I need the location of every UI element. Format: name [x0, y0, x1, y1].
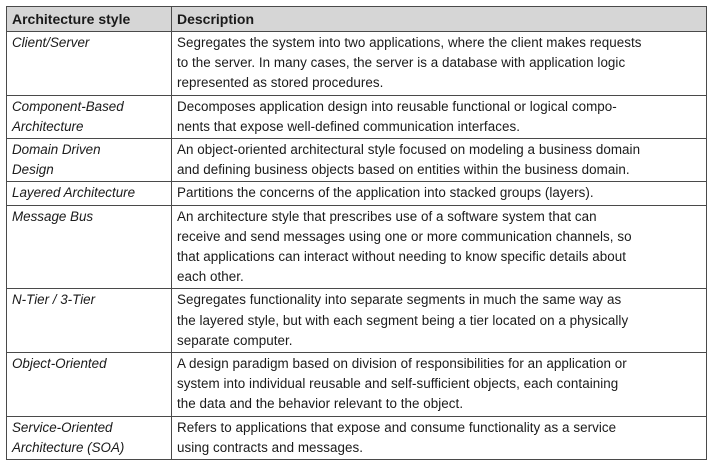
table-row	[7, 182, 707, 205]
description-cell	[172, 95, 707, 138]
architecture-style-name: N-Tier / 3-Tier	[12, 292, 96, 308]
architecture-style-name: Message Bus	[12, 208, 94, 224]
architecture-style-name: Client/Server	[12, 35, 90, 50]
description-text: to the server. In many cases, the server is a database with application logic	[177, 55, 626, 71]
description-cell	[172, 289, 707, 353]
architecture-style-cell	[7, 289, 172, 353]
description-text: represented as stored procedures.	[177, 75, 384, 91]
description-text: that applications can interact without needing to know specific details about	[177, 249, 626, 265]
description-text: nents that expose well-defined communication interfaces.	[177, 118, 520, 134]
description-cell	[172, 139, 707, 182]
description-text: separate computer.	[177, 332, 293, 348]
table-row	[7, 32, 707, 96]
architecture-style-cell	[7, 139, 172, 182]
table-header-row	[7, 7, 707, 32]
description-text: Decomposes application design into reusable functional or logical compo-	[177, 98, 617, 114]
description-cell	[172, 416, 707, 459]
architecture-style-cell	[7, 353, 172, 417]
header-architecture-style: Architecture style	[7, 7, 172, 32]
description-cell	[172, 205, 707, 289]
table-row	[7, 353, 707, 417]
description-text: Segregates functionality into separate segments in much the same way as	[177, 292, 622, 308]
architecture-style-name: Design	[12, 162, 54, 178]
architecture-style-cell	[7, 416, 172, 459]
table-row	[7, 289, 707, 353]
description-text: An architecture style that prescribes use of a software system that can	[177, 208, 597, 224]
description-cell	[172, 353, 707, 417]
description-cell	[172, 182, 707, 205]
architecture-style-name: Domain Driven	[12, 142, 101, 158]
description-text: Refers to applications that expose and consume functionality as a service	[177, 419, 617, 435]
description-text: and defining business objects based on entities within the business domain.	[177, 162, 630, 178]
architecture-style-name: Layered Architecture	[12, 185, 136, 201]
architecture-style-cell	[7, 182, 172, 205]
header-description: Description	[172, 7, 707, 32]
description-text: system into individual reusable and self-sufficient objects, each containing	[177, 376, 619, 392]
architecture-styles-table	[6, 6, 707, 460]
description-text: Partitions the concerns of the application into stacked groups (layers).	[177, 185, 594, 201]
architecture-style-name: Object-Oriented	[12, 356, 107, 372]
architecture-style-name: Component-Based	[12, 98, 124, 114]
description-text: receive and send messages using one or more communication channels, so	[177, 228, 632, 244]
description-text: the layered style, but with each segment being a tier located on a physically	[177, 312, 629, 328]
description-text: A design paradigm based on division of responsibilities for an application or	[177, 356, 627, 372]
table-row	[7, 139, 707, 182]
architecture-style-name: Service-Oriented	[12, 419, 113, 435]
description-text: using contracts and messages.	[177, 439, 364, 455]
architecture-style-name: Architecture (SOA)	[12, 439, 125, 455]
description-text: each other.	[177, 269, 244, 285]
table-row	[7, 205, 707, 289]
table-body	[7, 32, 707, 460]
description-text: An object-oriented architectural style focused on modeling a business domain	[177, 142, 641, 158]
architecture-style-cell	[7, 95, 172, 138]
description-text: Segregates the system into two applications, where the client makes requests	[177, 35, 642, 50]
description-cell	[172, 32, 707, 96]
architecture-style-cell	[7, 205, 172, 289]
architecture-style-cell	[7, 32, 172, 96]
architecture-style-name: Architecture	[12, 118, 84, 134]
table-row	[7, 95, 707, 138]
table-row	[7, 416, 707, 459]
description-text: the data and the behavior relevant to the object.	[177, 396, 464, 412]
